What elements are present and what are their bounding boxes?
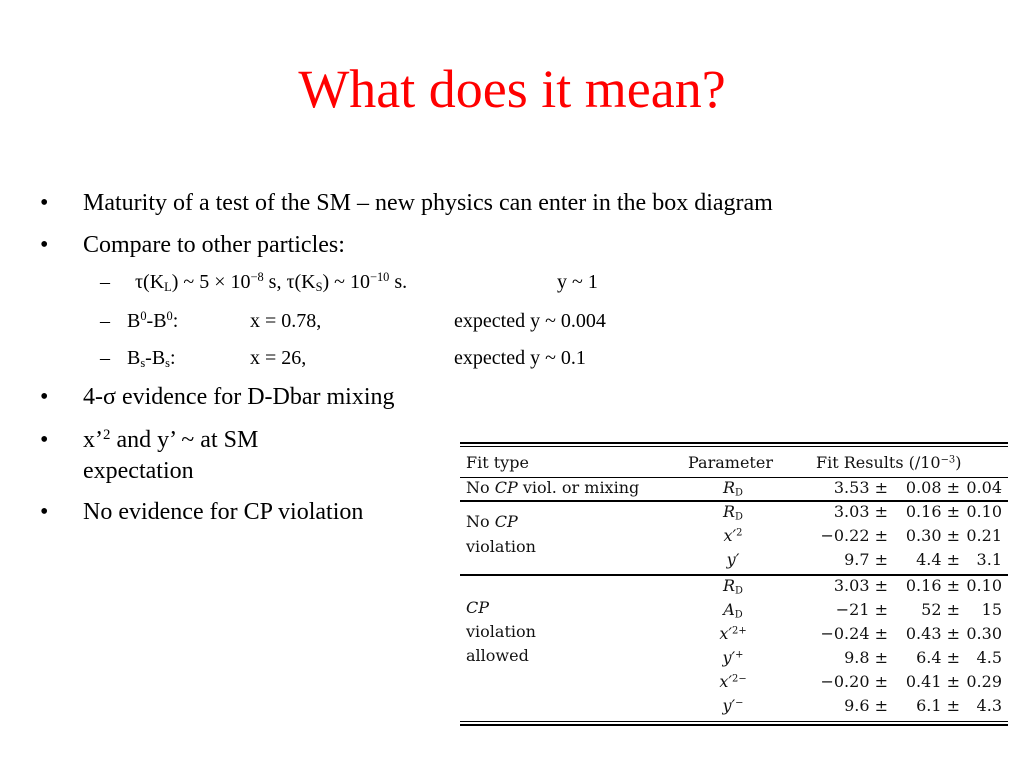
bullet-dot-icon: •	[40, 190, 49, 216]
no-cp-sys-x2: 0.21	[966, 526, 1002, 545]
bs-label: $B_s-B_s$:	[127, 347, 176, 371]
row-no-mixing-label: No CP viol. or mixing	[466, 478, 640, 497]
dash-marker: –	[100, 347, 110, 369]
bullet-dot-icon: •	[40, 232, 49, 258]
header-fit-results: Fit Results $(/10^{-3})$	[816, 453, 962, 472]
cp-sys-x2plus: 0.30	[966, 624, 1002, 643]
cp-sys-rd: 0.10	[966, 576, 1002, 595]
cp-stat-x2minus: 0.41 ±	[905, 672, 960, 691]
cp-sys-ad: 15	[981, 600, 1002, 619]
b0-label: $B^0-B^0$:	[127, 309, 179, 332]
row-no-mixing-param: $R_D$	[723, 478, 743, 499]
no-cp-param-rd: $R_D$	[723, 502, 743, 523]
no-cp-stat-rd: 0.16 ±	[905, 502, 960, 521]
cp-value-yminus: 9.6 ±	[844, 696, 888, 715]
cp-value-yplus: 9.8 ±	[844, 648, 888, 667]
group-cp-label-line2: violation	[466, 622, 536, 641]
row-no-mixing-sys: 0.04	[966, 478, 1002, 497]
no-cp-value-x2: −0.22 ±	[820, 526, 888, 545]
bullet-text: Compare to other particles:	[83, 232, 345, 258]
table-bottom-rule	[460, 721, 1008, 722]
cp-stat-yminus: 6.1 ±	[916, 696, 960, 715]
kaon-y: y ~ 1	[557, 271, 598, 293]
dash-marker: –	[100, 271, 110, 293]
row-no-mixing-stat: 0.08 ±	[905, 478, 960, 497]
cp-param-x2minus: $x'^{2-}$	[719, 672, 747, 691]
no-cp-stat-y: 4.4 ±	[916, 550, 960, 569]
bullet-dot-icon: •	[40, 384, 49, 410]
bs-x: x = 26,	[250, 347, 307, 369]
header-parameter: Parameter	[688, 453, 773, 472]
cp-value-x2plus: −0.24 ±	[820, 624, 888, 643]
cp-value-ad: −21 ±	[835, 600, 888, 619]
no-cp-sys-rd: 0.10	[966, 502, 1002, 521]
dash-marker: –	[100, 310, 110, 332]
group-no-cp-label-line2: violation	[466, 537, 536, 556]
no-cp-value-y: 9.7 ±	[844, 550, 888, 569]
group-no-cp-label: No CP	[466, 512, 518, 531]
cp-param-x2plus: $x'^{2+}$	[719, 624, 747, 643]
fit-results-table	[460, 442, 1010, 727]
cp-sys-x2minus: 0.29	[966, 672, 1002, 691]
cp-value-rd: 3.03 ±	[833, 576, 888, 595]
no-cp-param-y: y′	[726, 550, 740, 569]
bullet-text: expectation	[83, 458, 194, 484]
row-no-mixing-value: 3.53 ±	[833, 478, 888, 497]
cp-sys-yminus: 4.3	[976, 696, 1002, 715]
cp-param-rd: $R_D$	[723, 576, 743, 597]
table-top-rule	[460, 442, 1008, 444]
cp-sys-yplus: 4.5	[976, 648, 1002, 667]
bullet-text: Maturity of a test of the SM – new physics can enter in the box diagram	[83, 190, 773, 216]
bullet-dot-icon: •	[40, 499, 49, 525]
bs-expected: expected y ~ 0.1	[454, 347, 586, 369]
cp-stat-x2plus: 0.43 ±	[905, 624, 960, 643]
bullet-text: x’$^2$ and y’ ~ at SM	[83, 426, 259, 453]
no-cp-param-x2: $x'^2$	[723, 526, 743, 545]
cp-stat-yplus: 6.4 ±	[916, 648, 960, 667]
cp-param-ad: $A_D$	[723, 600, 743, 621]
group-cp-label: CP	[466, 598, 490, 617]
table-bottom-rule-2	[460, 724, 1008, 726]
cp-param-yplus: y′+	[722, 648, 744, 667]
cp-stat-ad: 52 ±	[921, 600, 960, 619]
group-cp-label-line3: allowed	[466, 646, 529, 665]
cp-param-yminus: y′−	[722, 696, 744, 715]
kaon-lifetimes: $\tau(K_L)$ ~ $5 \times 10^{-8}$ s, $\tau(K_S)$ ~ $10^{-10}$ s.	[135, 270, 408, 295]
cp-value-x2minus: −0.20 ±	[820, 672, 888, 691]
b0-x: x = 0.78,	[250, 310, 322, 332]
no-cp-value-rd: 3.03 ±	[833, 502, 888, 521]
cp-stat-rd: 0.16 ±	[905, 576, 960, 595]
header-fit-type: Fit type	[466, 453, 529, 472]
bullet-dot-icon: •	[40, 427, 49, 453]
b0-expected: expected y ~ 0.004	[454, 310, 606, 332]
slide-title: What does it mean?	[298, 59, 726, 119]
bullet-text: 4-σ evidence for D-Dbar mixing	[83, 384, 395, 410]
no-cp-stat-x2: 0.30 ±	[905, 526, 960, 545]
bullet-text: No evidence for CP violation	[83, 499, 364, 525]
table-top-rule-2	[460, 446, 1008, 447]
no-cp-sys-y: 3.1	[976, 550, 1002, 569]
